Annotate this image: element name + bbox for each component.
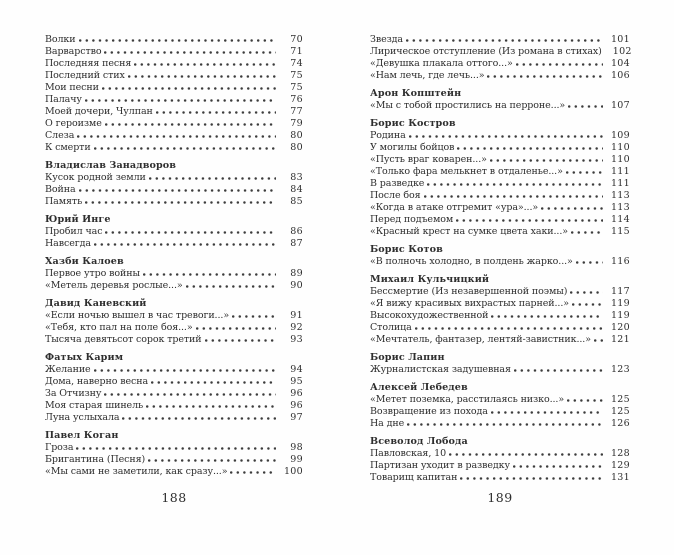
toc-entry-page: 80	[290, 130, 303, 141]
toc-entry-page: 120	[610, 322, 630, 333]
toc-entry-title: «Только фара мелькнет в отдаленье...»	[370, 166, 563, 177]
toc-entry-page: 75	[290, 70, 303, 81]
toc-entry-page: 84	[290, 184, 303, 195]
author-heading: Борис Лапин	[370, 352, 445, 363]
toc-entry-page: 75	[290, 82, 303, 93]
toc-entry-page: 111	[610, 166, 630, 177]
author-heading: Фатых Карим	[45, 352, 124, 363]
toc-entry	[370, 418, 630, 430]
dot-leader	[594, 339, 603, 342]
dot-leader	[156, 111, 276, 114]
toc-entry-title: «Мы с тобой простились на перроне...»	[370, 100, 566, 111]
dot-leader	[134, 63, 276, 66]
toc-entry	[370, 448, 630, 460]
toc-entry-page: 99	[290, 454, 303, 465]
toc-entry-title: Перед подъемом	[370, 214, 454, 225]
dot-leader	[566, 171, 603, 174]
toc-entry-title: Память	[45, 196, 83, 207]
dot-leader	[105, 231, 276, 234]
toc-entry-page: 111	[610, 178, 630, 189]
toc-entry-title: Журналистская задушевная	[370, 364, 511, 375]
dot-leader	[146, 405, 276, 408]
author-heading: Давид Каневский	[45, 298, 147, 309]
dot-leader	[148, 459, 276, 462]
toc-entry-title: Моя старая шинель	[45, 400, 144, 411]
dot-leader	[149, 177, 276, 180]
dot-leader	[104, 51, 276, 54]
page-number-left: 188	[161, 490, 187, 505]
dot-leader	[143, 273, 276, 276]
toc-entry-title: Пробил час	[45, 226, 103, 237]
toc-section	[370, 118, 630, 238]
toc-entry-title: Лирическое отступление (Из романа в стихах)	[370, 46, 602, 57]
toc-entry-title: «Мы сами не заметили, как сразу...»	[45, 466, 228, 477]
toc-entry-title: В разведке	[370, 178, 425, 189]
toc-entry-title: Возвращение из похода	[370, 406, 488, 417]
dot-leader	[487, 75, 603, 78]
toc-entry	[45, 376, 303, 388]
toc-entry-title: «Я вижу красивых вихрастых парней...»	[370, 298, 569, 309]
dot-leader	[407, 423, 603, 426]
toc-entry-page: 131	[610, 472, 630, 483]
toc-entry	[45, 466, 303, 478]
toc-entry-title: Родина	[370, 130, 406, 141]
toc-entry-page: 125	[610, 394, 630, 405]
toc-entry-title: «Мечтатель, фантазер, лентяй-завистник...»	[370, 334, 591, 345]
dot-leader	[567, 399, 603, 402]
toc-entry-title: К смерти	[45, 142, 91, 153]
toc-column-left	[45, 34, 303, 478]
toc-entry	[370, 226, 630, 238]
toc-entry-title: «В полночь холодно, в полдень жарко...»	[370, 256, 573, 267]
toc-entry	[45, 442, 303, 454]
toc-entry	[45, 58, 303, 70]
toc-entry	[370, 256, 630, 268]
toc-entry	[370, 34, 630, 46]
toc-entry	[370, 190, 630, 202]
dot-leader	[570, 291, 603, 294]
toc-entry	[370, 154, 630, 166]
toc-entry-title: Желание	[45, 364, 91, 375]
author-heading: Арон Копштейн	[370, 88, 462, 99]
author-heading: Павел Коган	[45, 430, 119, 441]
toc-entry	[45, 142, 303, 154]
toc-entry	[45, 70, 303, 82]
dot-leader	[409, 135, 603, 138]
toc-entry-page: 79	[290, 118, 303, 129]
toc-entry	[370, 322, 630, 334]
toc-entry-title: «Метель деревья рослые...»	[45, 280, 183, 291]
toc-entry	[45, 34, 303, 46]
toc-entry-page: 126	[610, 418, 630, 429]
toc-entry-page: 119	[610, 298, 630, 309]
toc-entry	[45, 268, 303, 280]
toc-entry-page: 91	[290, 310, 303, 321]
toc-entry-page: 94	[290, 364, 303, 375]
toc-entry	[45, 106, 303, 118]
dot-leader	[516, 63, 603, 66]
toc-entry-title: Гроза	[45, 442, 74, 453]
toc-section	[45, 256, 303, 292]
toc-entry-title: «Когда в атаке отгремит «ура»...»	[370, 202, 539, 213]
toc-entry	[45, 412, 303, 424]
toc-entry	[45, 454, 303, 466]
toc-entry-page: 109	[610, 130, 630, 141]
dot-leader	[104, 393, 276, 396]
dot-leader	[576, 261, 603, 264]
toc-entry-page: 80	[290, 142, 303, 153]
dot-leader	[196, 327, 276, 330]
toc-entry-title: Высокохудожественной	[370, 310, 489, 321]
toc-entry	[370, 310, 630, 322]
toc-entry-page: 93	[290, 334, 303, 345]
toc-entry-title: Столица	[370, 322, 412, 333]
author-heading: Борис Котов	[370, 244, 443, 255]
dot-leader	[85, 99, 276, 102]
toc-entry-page: 114	[610, 214, 630, 225]
dot-leader	[151, 381, 276, 384]
dot-leader	[491, 315, 603, 318]
toc-entry-page: 70	[290, 34, 303, 45]
toc-entry-title: Последний стих	[45, 70, 125, 81]
dot-leader	[490, 159, 603, 162]
toc-entry	[370, 298, 630, 310]
toc-entry-title: Товарищ капитан	[370, 472, 458, 483]
toc-entry-page: 77	[290, 106, 303, 117]
toc-section	[370, 436, 630, 484]
toc-section	[45, 352, 303, 424]
dot-leader	[232, 315, 276, 318]
toc-entry	[45, 238, 303, 250]
toc-entry-title: Звезда	[370, 34, 403, 45]
toc-entry	[45, 196, 303, 208]
toc-section	[45, 298, 303, 346]
toc-entry	[370, 334, 630, 346]
toc-entry-title: О героизме	[45, 118, 102, 129]
toc-entry	[45, 82, 303, 94]
toc-entry-page: 83	[290, 172, 303, 183]
toc-entry-page: 115	[610, 226, 630, 237]
author-heading: Борис Костров	[370, 118, 456, 129]
toc-entry	[370, 214, 630, 226]
toc-entry	[45, 400, 303, 412]
toc-entry-page: 113	[610, 202, 630, 213]
toc-entry-page: 119	[610, 310, 630, 321]
toc-entry	[370, 100, 630, 112]
dot-leader	[79, 39, 276, 42]
toc-entry-page: 123	[610, 364, 630, 375]
toc-entry-title: Моей дочери, Чулпан	[45, 106, 153, 117]
toc-entry-page: 106	[610, 70, 630, 81]
toc-section	[370, 34, 630, 82]
toc-entry-title: Бессмертие (Из незавершенной поэмы)	[370, 286, 568, 297]
toc-entry-page: 110	[610, 154, 630, 165]
dot-leader	[513, 465, 603, 468]
toc-entry-page: 97	[290, 412, 303, 423]
toc-page-right	[370, 34, 630, 484]
toc-entry	[370, 70, 630, 82]
toc-entry	[370, 202, 630, 214]
toc-entry-page: 96	[290, 400, 303, 411]
toc-entry-title: «Девушка плакала оттого...»	[370, 58, 513, 69]
toc-entry-title: Партизан уходит в разведку	[370, 460, 510, 471]
toc-entry	[370, 406, 630, 418]
toc-entry-page: 98	[290, 442, 303, 453]
toc-entry-title: «Метет поземка, расстилаясь низко...»	[370, 394, 565, 405]
dot-leader	[491, 411, 603, 414]
dot-leader	[541, 207, 603, 210]
toc-section	[370, 274, 630, 346]
toc-entry-title: Палачу	[45, 94, 82, 105]
toc-entry-page: 74	[290, 58, 303, 69]
dot-leader	[514, 369, 603, 372]
toc-entry-page: 104	[610, 58, 630, 69]
dot-leader	[572, 303, 603, 306]
dot-leader	[79, 189, 276, 192]
toc-entry	[45, 334, 303, 346]
toc-entry	[45, 94, 303, 106]
toc-section	[370, 352, 630, 376]
dot-leader	[456, 219, 603, 222]
toc-entry	[45, 172, 303, 184]
dot-leader	[94, 369, 276, 372]
toc-entry-title: Бригантина (Песня)	[45, 454, 146, 465]
toc-entry-title: Мои песни	[45, 82, 99, 93]
toc-entry-page: 113	[610, 190, 630, 201]
author-heading: Алексей Лебедев	[370, 382, 468, 393]
dot-leader	[449, 453, 603, 456]
toc-entry-page: 96	[290, 388, 303, 399]
page-number-right: 189	[487, 490, 513, 505]
toc-entry-title: «Пусть враг коварен...»	[370, 154, 487, 165]
toc-entry-page: 107	[610, 100, 630, 111]
dot-leader	[122, 417, 276, 420]
toc-entry-page: 89	[290, 268, 303, 279]
toc-entry-page: 87	[290, 238, 303, 249]
toc-entry-page: 125	[610, 406, 630, 417]
toc-entry-title: После боя	[370, 190, 421, 201]
toc-entry	[45, 280, 303, 292]
author-heading: Всеволод Лобода	[370, 436, 468, 447]
toc-entry	[370, 46, 630, 58]
toc-entry	[370, 460, 630, 472]
dot-leader	[460, 477, 603, 480]
author-heading: Юрий Инге	[45, 214, 111, 225]
toc-entry	[370, 178, 630, 190]
toc-entry-title: Волки	[45, 34, 76, 45]
dot-leader	[128, 75, 276, 78]
toc-entry-title: Павловская, 10	[370, 448, 447, 459]
toc-entry-title: Варварство	[45, 46, 102, 57]
author-heading: Михаил Кульчицкий	[370, 274, 490, 285]
toc-entry-page: 71	[290, 46, 303, 57]
toc-entry-page: 95	[290, 376, 303, 387]
toc-entry	[45, 46, 303, 58]
toc-entry	[45, 130, 303, 142]
toc-entry	[45, 322, 303, 334]
dot-leader	[102, 87, 276, 90]
dot-leader	[77, 135, 276, 138]
toc-entry-page: 117	[610, 286, 630, 297]
toc-entry-title: «Если ночью вышел в час тревоги...»	[45, 310, 230, 321]
dot-leader	[186, 285, 276, 288]
toc-entry-page: 92	[290, 322, 303, 333]
toc-entry	[370, 130, 630, 142]
dot-leader	[406, 39, 603, 42]
dot-leader	[415, 327, 603, 330]
dot-leader	[94, 243, 276, 246]
dot-leader	[105, 123, 276, 126]
dot-leader	[571, 231, 603, 234]
toc-entry	[45, 226, 303, 238]
toc-entry-title: За Отчизну	[45, 388, 102, 399]
toc-entry	[45, 388, 303, 400]
toc-entry-title: Кусок родной земли	[45, 172, 146, 183]
toc-entry-page: 102	[612, 46, 632, 57]
dot-leader	[205, 339, 276, 342]
toc-entry-page: 85	[290, 196, 303, 207]
toc-entry	[370, 472, 630, 484]
toc-entry	[45, 184, 303, 196]
toc-entry	[45, 310, 303, 322]
toc-entry-title: Дома, наверно весна	[45, 376, 149, 387]
toc-entry-page: 128	[610, 448, 630, 459]
toc-section	[45, 214, 303, 250]
toc-entry-page: 121	[610, 334, 630, 345]
toc-section	[370, 88, 630, 112]
toc-entry	[370, 166, 630, 178]
toc-entry-page: 100	[283, 466, 303, 477]
toc-entry-title: «Красный крест на сумке цвета хаки...»	[370, 226, 568, 237]
toc-entry-title: «Тебя, кто пал на поле боя...»	[45, 322, 193, 333]
toc-entry-title: Война	[45, 184, 76, 195]
author-heading: Владислав Занадворов	[45, 160, 177, 171]
dot-leader	[457, 147, 603, 150]
dot-leader	[85, 201, 276, 204]
author-heading: Хазби Калоев	[45, 256, 124, 267]
dot-leader	[76, 447, 276, 450]
toc-entry	[370, 58, 630, 70]
toc-entry-title: «Нам лечь, где лечь...»	[370, 70, 485, 81]
toc-entry-page: 90	[290, 280, 303, 291]
toc-entry-title: Слеза	[45, 130, 75, 141]
toc-entry-title: Навсегда	[45, 238, 91, 249]
toc-entry	[370, 286, 630, 298]
toc-entry-title: Луна услыхала	[45, 412, 120, 423]
toc-entry	[45, 118, 303, 130]
toc-entry-page: 76	[290, 94, 303, 105]
toc-entry	[370, 394, 630, 406]
toc-entry	[370, 142, 630, 154]
toc-entry-title: На дне	[370, 418, 405, 429]
dot-leader	[94, 147, 276, 150]
toc-section	[370, 244, 630, 268]
dot-leader	[424, 195, 603, 198]
toc-page-left	[45, 34, 303, 478]
toc-entry-page: 86	[290, 226, 303, 237]
toc-section	[45, 160, 303, 208]
toc-entry-page: 110	[610, 142, 630, 153]
dot-leader	[568, 105, 603, 108]
toc-section	[45, 34, 303, 154]
toc-section	[370, 382, 630, 430]
dot-leader	[427, 183, 603, 186]
toc-entry-page: 101	[610, 34, 630, 45]
toc-entry-title: У могилы бойцов	[370, 142, 455, 153]
toc-column-right	[370, 34, 630, 484]
toc-entry-page: 116	[610, 256, 630, 267]
dot-leader	[230, 471, 276, 474]
toc-entry-page: 129	[610, 460, 630, 471]
toc-section	[45, 430, 303, 478]
toc-entry-title: Первое утро войны	[45, 268, 140, 279]
toc-entry	[45, 364, 303, 376]
toc-entry-title: Последняя песня	[45, 58, 132, 69]
toc-entry	[370, 364, 630, 376]
toc-entry-title: Тысяча девятьсот сорок третий	[45, 334, 202, 345]
